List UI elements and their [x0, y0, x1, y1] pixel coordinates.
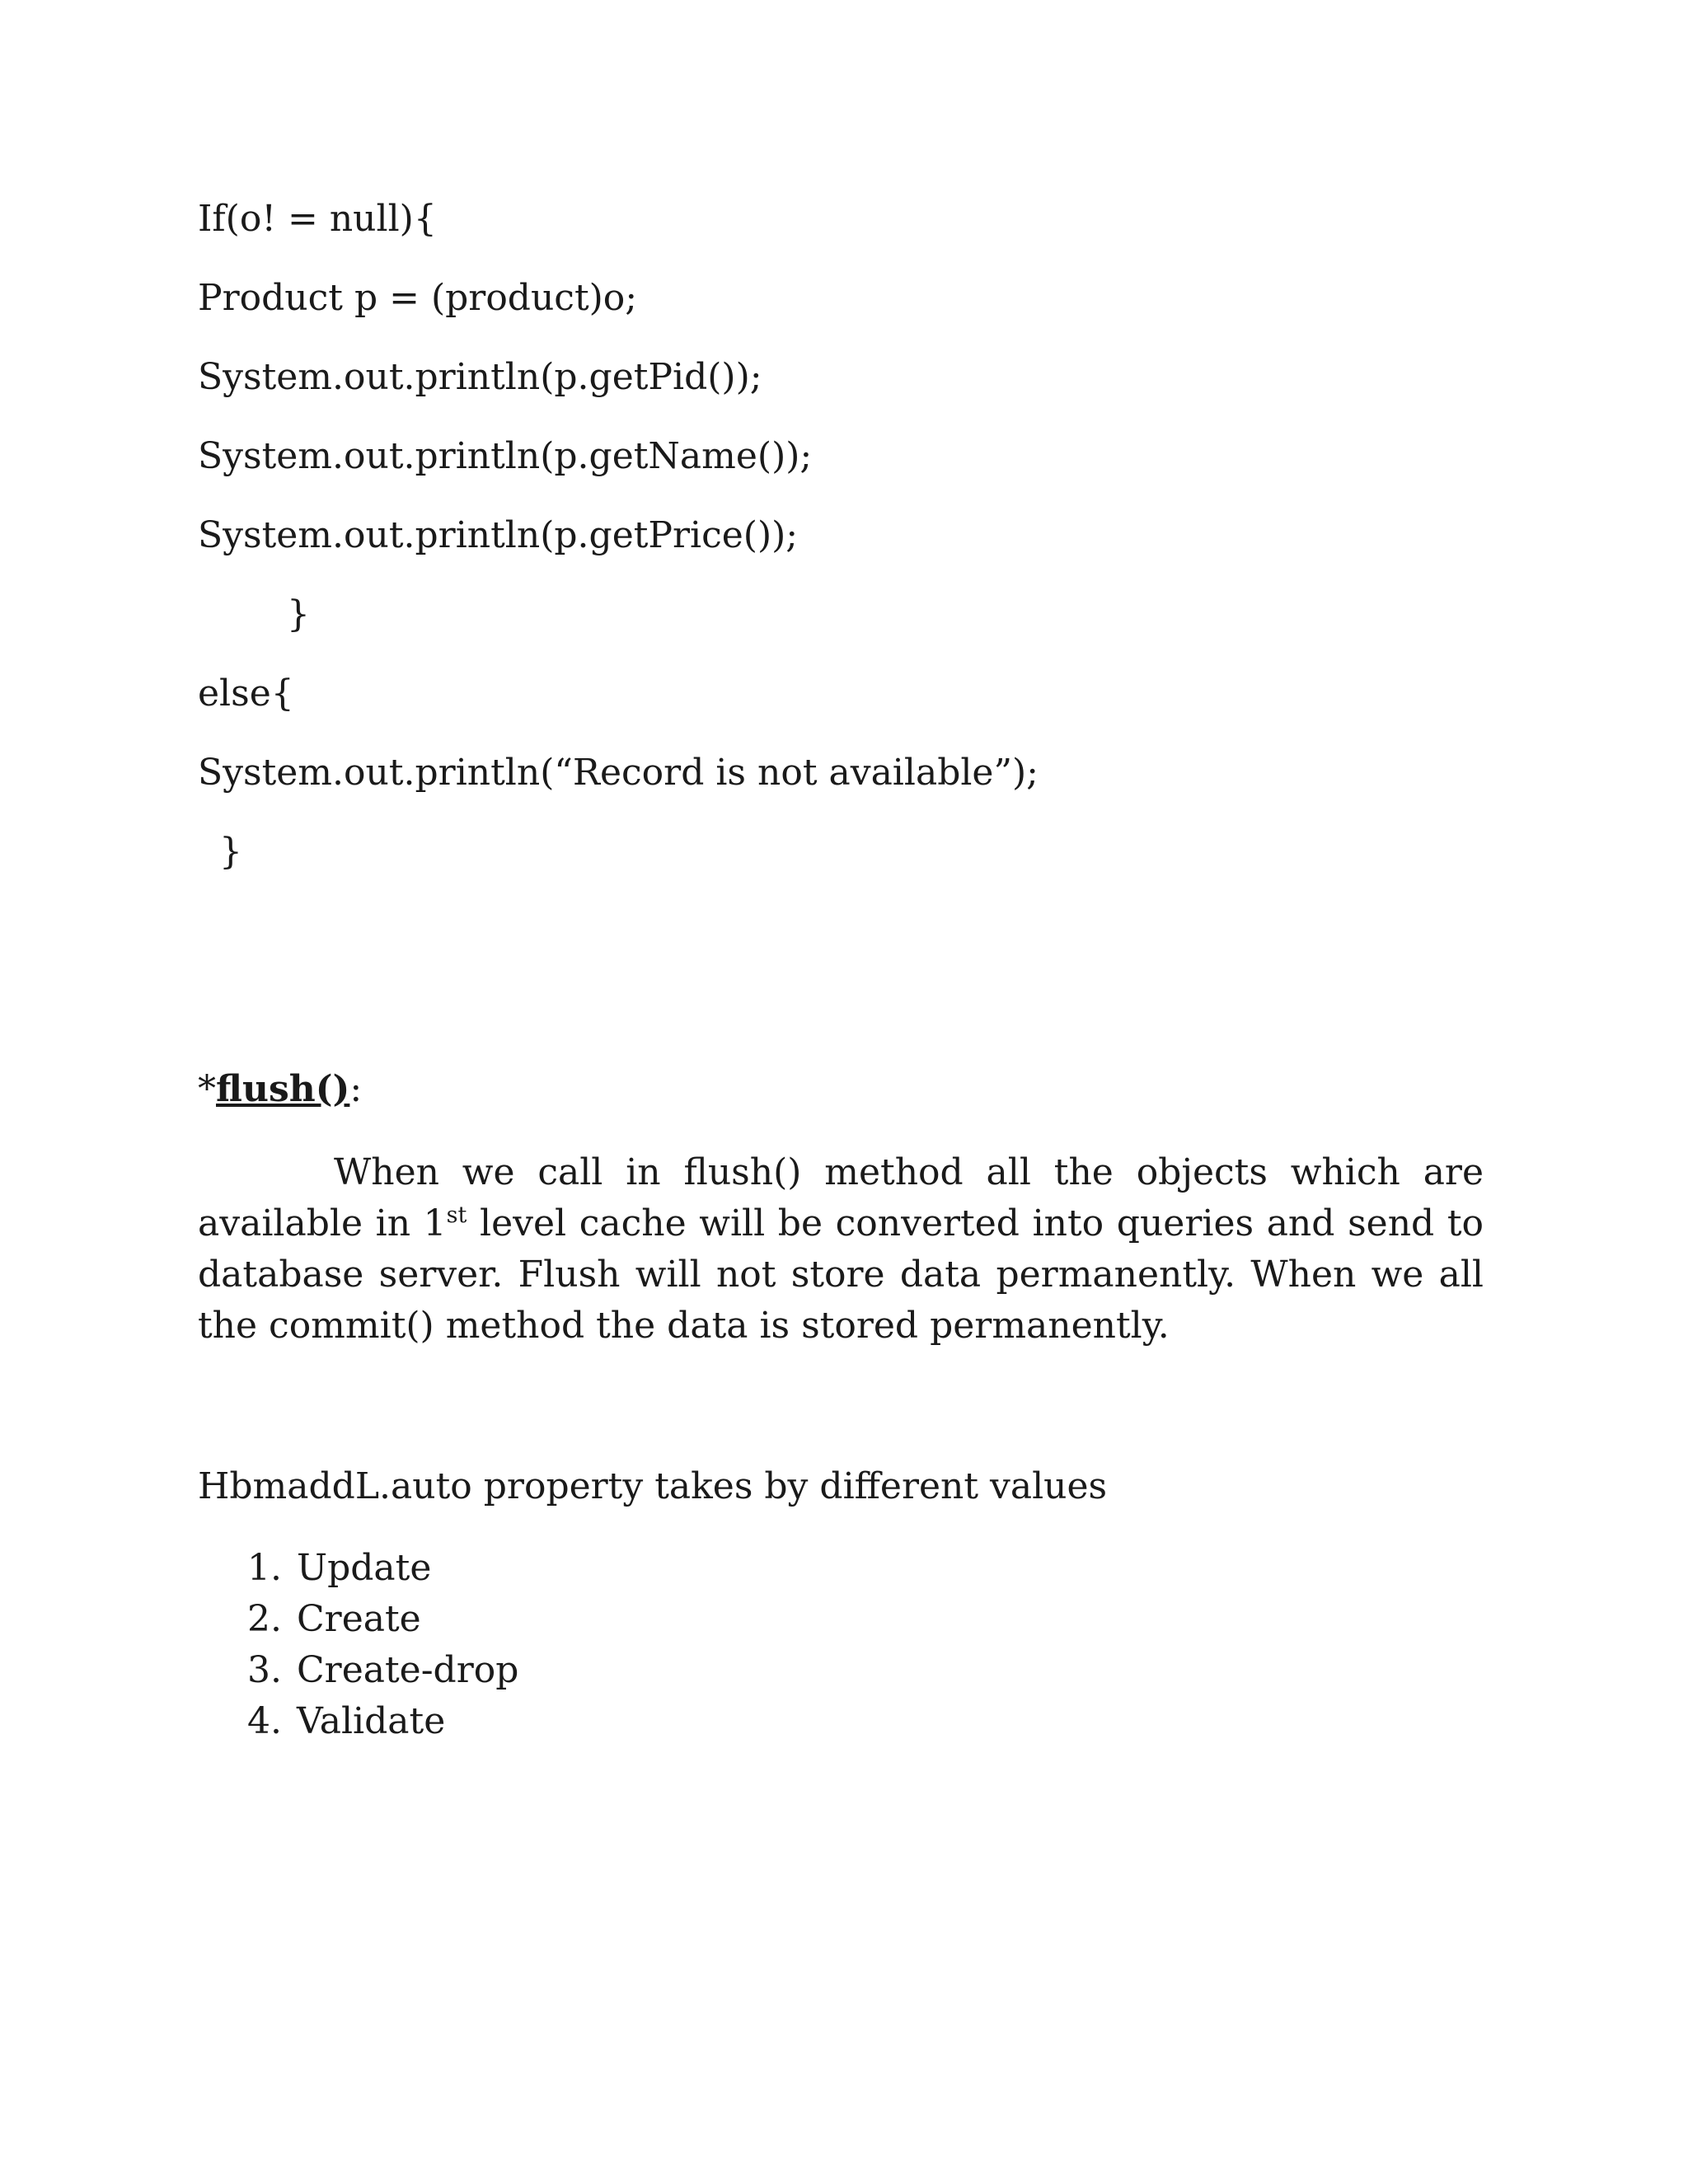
list-label: Create — [297, 1598, 421, 1640]
list-item — [198, 1645, 518, 1696]
code-line: If(o! = null){ — [198, 198, 437, 240]
list-label: Validate — [297, 1700, 446, 1742]
heading-title: flush() — [216, 1068, 350, 1110]
list-label: Create-drop — [297, 1649, 519, 1691]
para-text-before: When we call in flush() method all the objects which are available in 1 — [198, 1151, 1484, 1244]
list-item — [198, 1543, 518, 1594]
code-line: System.out.println(p.getPid()); — [198, 356, 762, 398]
list-item — [198, 1594, 518, 1645]
list-label: Update — [297, 1547, 432, 1589]
code-line: System.out.println(p.getPrice()); — [198, 514, 799, 556]
code-line: System.out.println(p.getName()); — [198, 435, 813, 477]
heading-prefix: * — [198, 1068, 216, 1110]
code-line: } — [219, 831, 242, 873]
list-number: 1. — [247, 1547, 282, 1589]
hbm-intro: HbmaddL.auto property takes by different values — [198, 1465, 1108, 1507]
code-line: else{ — [198, 673, 294, 715]
flush-heading — [198, 1066, 362, 1113]
flush-paragraph — [198, 1147, 1484, 1352]
para-superscript: st — [446, 1202, 467, 1228]
code-line: Product p = (product)o; — [198, 277, 638, 319]
list-number: 3. — [247, 1649, 282, 1691]
para-text-after: level cache will be converted into queries and send to database server. Flush will not store data permanently. When we all the commit() method the data is stored permanently. — [198, 1202, 1484, 1347]
list-item — [198, 1696, 518, 1747]
code-line: System.out.println(“Record is not available”); — [198, 752, 1039, 794]
heading-suffix: : — [349, 1068, 363, 1110]
values-list — [198, 1543, 518, 1747]
code-line: } — [287, 593, 310, 635]
list-number: 2. — [247, 1598, 282, 1640]
list-number: 4. — [247, 1700, 282, 1742]
